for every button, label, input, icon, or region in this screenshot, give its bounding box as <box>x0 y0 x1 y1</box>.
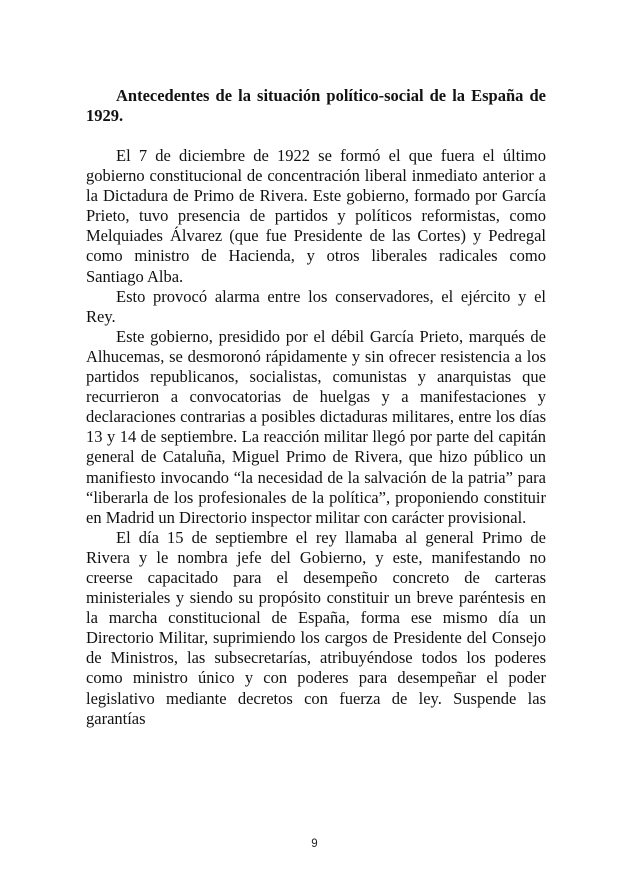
paragraph-3: Este gobierno, presidido por el débil García Prieto, marqués de Alhucemas, se desmoronó rápidamente y sin ofrecer resistencia a los partidos republicanos, socialistas, comunistas y anarquistas que recurrieron a convocatorias de huelgas y a manifestaciones y declaraciones contrarias a posibles dictaduras militares, entre los días 13 y 14 de septiembre. La reacción militar llegó por parte del capitán general de Cataluña, Miguel Primo de Rivera, que hizo público un manifiesto invocando “la necesidad de la salvación de la patria” para “liberarla de los profesionales de la política”, proponiendo constituir en Madrid un Directorio inspector militar con carácter provisional. <box>86 326 546 527</box>
paragraph-2: Esto provocó alarma entre los conservadores, el ejército y el Rey. <box>86 286 546 326</box>
document-page <box>86 86 546 729</box>
paragraph-4: El día 15 de septiembre el rey llamaba al general Primo de Rivera y le nombra jefe del Gobierno, y este, manifestando no creerse capacitado para el desempeño concreto de carteras ministeriales y siendo su propósito constituir un breve paréntesis en la marcha constitucional de España, forma ese mismo día un Directorio Militar, suprimiendo los cargos de Presidente del Consejo de Ministros, las subsecretarías, atribuyéndose todos los poderes como ministro único y con poderes para desempeñar el poder legislativo mediante decretos con fuerza de ley. Suspende las garantías <box>86 527 546 728</box>
heading-spacer <box>86 126 546 146</box>
paragraph-1: El 7 de diciembre de 1922 se formó el que fuera el último gobierno constitucional de concentración liberal inmediato anterior a la Dictadura de Primo de Rivera. Este gobierno, formado por García Prieto, tuvo presencia de partidos y políticos reformistas, como Melquiades Álvarez (que fue Presidente de las Cortes) y Pedregal como ministro de Hacienda, y otros liberales radicales como Santiago Alba. <box>86 146 546 286</box>
section-heading: Antecedentes de la situación político-social de la España de 1929. <box>86 86 546 125</box>
page-number: 9 <box>311 838 318 850</box>
